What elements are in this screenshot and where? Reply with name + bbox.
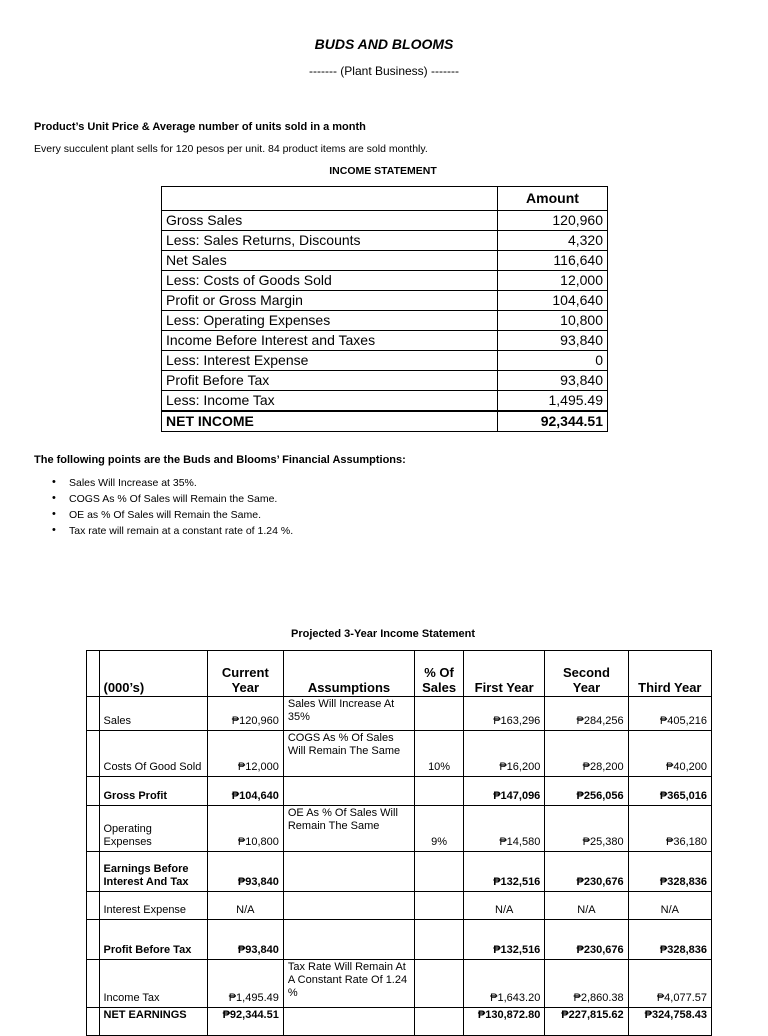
- second-year-value: ₱256,056: [545, 777, 628, 806]
- income-row-value: 104,640: [498, 291, 608, 311]
- first-year-value: ₱163,296: [464, 697, 545, 731]
- income-row-value: 93,840: [498, 371, 608, 391]
- pct-of-sales-cell: [415, 960, 464, 1008]
- current-year-value: ₱93,840: [207, 920, 283, 960]
- income-row-label: Less: Operating Expenses: [162, 311, 498, 331]
- bullet-icon: •: [52, 508, 56, 520]
- second-year-value: ₱284,256: [545, 697, 628, 731]
- income-row: [162, 211, 608, 231]
- header-second-year: Second Year: [545, 651, 628, 697]
- row-spacer: [87, 777, 100, 806]
- first-year-value: ₱147,096: [464, 777, 545, 806]
- row-label: Earnings Before Interest And Tax: [99, 852, 207, 892]
- second-year-value: ₱2,860.38: [545, 960, 628, 1008]
- table-row: [87, 777, 712, 806]
- projection-header-row: [87, 651, 712, 697]
- pct-of-sales-cell: 9%: [415, 806, 464, 852]
- pct-of-sales-cell: [415, 777, 464, 806]
- income-header-blank: [162, 187, 498, 211]
- income-row-label: Profit or Gross Margin: [162, 291, 498, 311]
- first-year-value: ₱14,580: [464, 806, 545, 852]
- third-year-value: ₱328,836: [628, 920, 711, 960]
- assumption-cell: Tax Rate Will Remain At A Constant Rate Of 1.24 %: [283, 960, 414, 1008]
- current-year-value: ₱104,640: [207, 777, 283, 806]
- income-row-label: Less: Sales Returns, Discounts: [162, 231, 498, 251]
- list-item: [52, 476, 293, 492]
- table-row: [87, 697, 712, 731]
- list-item: [52, 492, 293, 508]
- income-row-value: 1,495.49: [498, 391, 608, 412]
- income-statement-header-row: [162, 187, 608, 211]
- first-year-value: ₱132,516: [464, 920, 545, 960]
- third-year-value: N/A: [628, 892, 711, 920]
- second-year-value: ₱230,676: [545, 920, 628, 960]
- bullet-icon: •: [52, 476, 56, 488]
- income-row-value: 120,960: [498, 211, 608, 231]
- bullet-icon: •: [52, 524, 56, 536]
- third-year-value: ₱40,200: [628, 731, 711, 777]
- income-row: [162, 251, 608, 271]
- pct-of-sales-cell: [415, 892, 464, 920]
- assumption-text: Sales Will Increase at 35%.: [69, 477, 197, 489]
- row-label: Profit Before Tax: [99, 920, 207, 960]
- income-row-value: 10,800: [498, 311, 608, 331]
- row-label: Income Tax: [99, 960, 207, 1008]
- bullet-icon: •: [52, 492, 56, 504]
- assumptions-heading: The following points are the Buds and Blooms’ Financial Assumptions:: [34, 454, 406, 466]
- table-row: [87, 960, 712, 1008]
- projection-table: [86, 650, 712, 1036]
- income-row: [162, 271, 608, 291]
- row-label: Gross Profit: [99, 777, 207, 806]
- row-label: Sales: [99, 697, 207, 731]
- document-title: BUDS AND BLOOMS: [314, 36, 454, 52]
- third-year-value: ₱36,180: [628, 806, 711, 852]
- row-label: Interest Expense: [99, 892, 207, 920]
- header-current-year: Current Year: [207, 651, 283, 697]
- income-statement-title: INCOME STATEMENT: [329, 165, 437, 177]
- third-year-value: ₱405,216: [628, 697, 711, 731]
- income-row: [162, 231, 608, 251]
- third-year-value: ₱365,016: [628, 777, 711, 806]
- unit-price-heading: Product’s Unit Price & Average number of units sold in a month: [34, 121, 366, 133]
- first-year-value: ₱1,643.20: [464, 960, 545, 1008]
- income-row: [162, 311, 608, 331]
- assumption-cell: [283, 1008, 414, 1036]
- net-income-value: 92,344.51: [498, 411, 608, 432]
- income-row-label: Less: Interest Expense: [162, 351, 498, 371]
- pct-of-sales-cell: [415, 920, 464, 960]
- assumption-cell: [283, 920, 414, 960]
- income-row-value: 4,320: [498, 231, 608, 251]
- current-year-value: ₱12,000: [207, 731, 283, 777]
- net-income-row: [162, 411, 608, 432]
- second-year-value: ₱28,200: [545, 731, 628, 777]
- income-statement-table: [161, 186, 608, 432]
- header-pct-of-sales: % Of Sales: [415, 651, 464, 697]
- income-row: [162, 331, 608, 351]
- net-income-label: NET INCOME: [162, 411, 498, 432]
- second-year-value: N/A: [545, 892, 628, 920]
- income-row-label: Net Sales: [162, 251, 498, 271]
- pct-of-sales-cell: [415, 852, 464, 892]
- current-year-value: N/A: [207, 892, 283, 920]
- row-spacer: [87, 651, 100, 697]
- row-spacer: [87, 731, 100, 777]
- income-row-value: 116,640: [498, 251, 608, 271]
- third-year-value: ₱328,836: [628, 852, 711, 892]
- second-year-value: ₱25,380: [545, 806, 628, 852]
- pct-of-sales-cell: [415, 1008, 464, 1036]
- income-row: [162, 371, 608, 391]
- header-assumptions: Assumptions: [283, 651, 414, 697]
- assumption-cell: COGS As % Of Sales Will Remain The Same: [283, 731, 414, 777]
- table-row: [87, 806, 712, 852]
- income-row: [162, 391, 608, 412]
- income-row-value: 12,000: [498, 271, 608, 291]
- assumption-text: Tax rate will remain at a constant rate of 1.24 %.: [69, 525, 294, 537]
- table-row: [87, 852, 712, 892]
- current-year-value: ₱92,344.51: [207, 1008, 283, 1036]
- pct-of-sales-cell: [415, 697, 464, 731]
- row-spacer: [87, 852, 100, 892]
- amount-header: Amount: [498, 187, 608, 211]
- assumption-text: OE as % Of Sales will Remain the Same.: [69, 509, 261, 521]
- income-row-value: 0: [498, 351, 608, 371]
- document-subtitle: ------- (Plant Business) -------: [309, 64, 459, 78]
- income-row-label: Less: Income Tax: [162, 391, 498, 412]
- assumption-cell: [283, 777, 414, 806]
- assumption-cell: [283, 892, 414, 920]
- row-spacer: [87, 960, 100, 1008]
- row-spacer: [87, 920, 100, 960]
- second-year-value: ₱230,676: [545, 852, 628, 892]
- first-year-value: ₱132,516: [464, 852, 545, 892]
- assumption-text: COGS As % Of Sales will Remain the Same.: [69, 493, 278, 505]
- row-label: Costs Of Good Sold: [99, 731, 207, 777]
- second-year-value: ₱227,815.62: [545, 1008, 628, 1036]
- row-label: NET EARNINGS: [99, 1008, 207, 1036]
- income-row-value: 93,840: [498, 331, 608, 351]
- assumptions-list: [52, 476, 293, 540]
- income-row-label: Less: Costs of Goods Sold: [162, 271, 498, 291]
- header-third-year: Third Year: [628, 651, 711, 697]
- table-row: [87, 731, 712, 777]
- row-spacer: [87, 806, 100, 852]
- assumption-cell: Sales Will Increase At 35%: [283, 697, 414, 731]
- list-item: [52, 508, 293, 524]
- pct-of-sales-cell: 10%: [415, 731, 464, 777]
- row-spacer: [87, 697, 100, 731]
- row-spacer: [87, 892, 100, 920]
- third-year-value: ₱324,758.43: [628, 1008, 711, 1036]
- unit-price-description: Every succulent plant sells for 120 pesos per unit. 84 product items are sold monthly.: [34, 143, 428, 155]
- assumption-cell: OE As % Of Sales Will Remain The Same: [283, 806, 414, 852]
- income-row-label: Gross Sales: [162, 211, 498, 231]
- projection-title: Projected 3-Year Income Statement: [290, 628, 475, 640]
- first-year-value: N/A: [464, 892, 545, 920]
- current-year-value: ₱120,960: [207, 697, 283, 731]
- current-year-value: ₱1,495.49: [207, 960, 283, 1008]
- row-spacer: [87, 1008, 100, 1036]
- third-year-value: ₱4,077.57: [628, 960, 711, 1008]
- first-year-value: ₱16,200: [464, 731, 545, 777]
- header-first-year: First Year: [464, 651, 545, 697]
- table-row: [87, 892, 712, 920]
- table-row: [87, 1008, 712, 1036]
- assumption-cell: [283, 852, 414, 892]
- header-label: (000’s): [99, 651, 207, 697]
- current-year-value: ₱93,840: [207, 852, 283, 892]
- income-row-label: Income Before Interest and Taxes: [162, 331, 498, 351]
- current-year-value: ₱10,800: [207, 806, 283, 852]
- income-row: [162, 351, 608, 371]
- first-year-value: ₱130,872.80: [464, 1008, 545, 1036]
- income-row-label: Profit Before Tax: [162, 371, 498, 391]
- list-item: [52, 524, 293, 540]
- row-label: Operating Expenses: [99, 806, 207, 852]
- income-row: [162, 291, 608, 311]
- table-row: [87, 920, 712, 960]
